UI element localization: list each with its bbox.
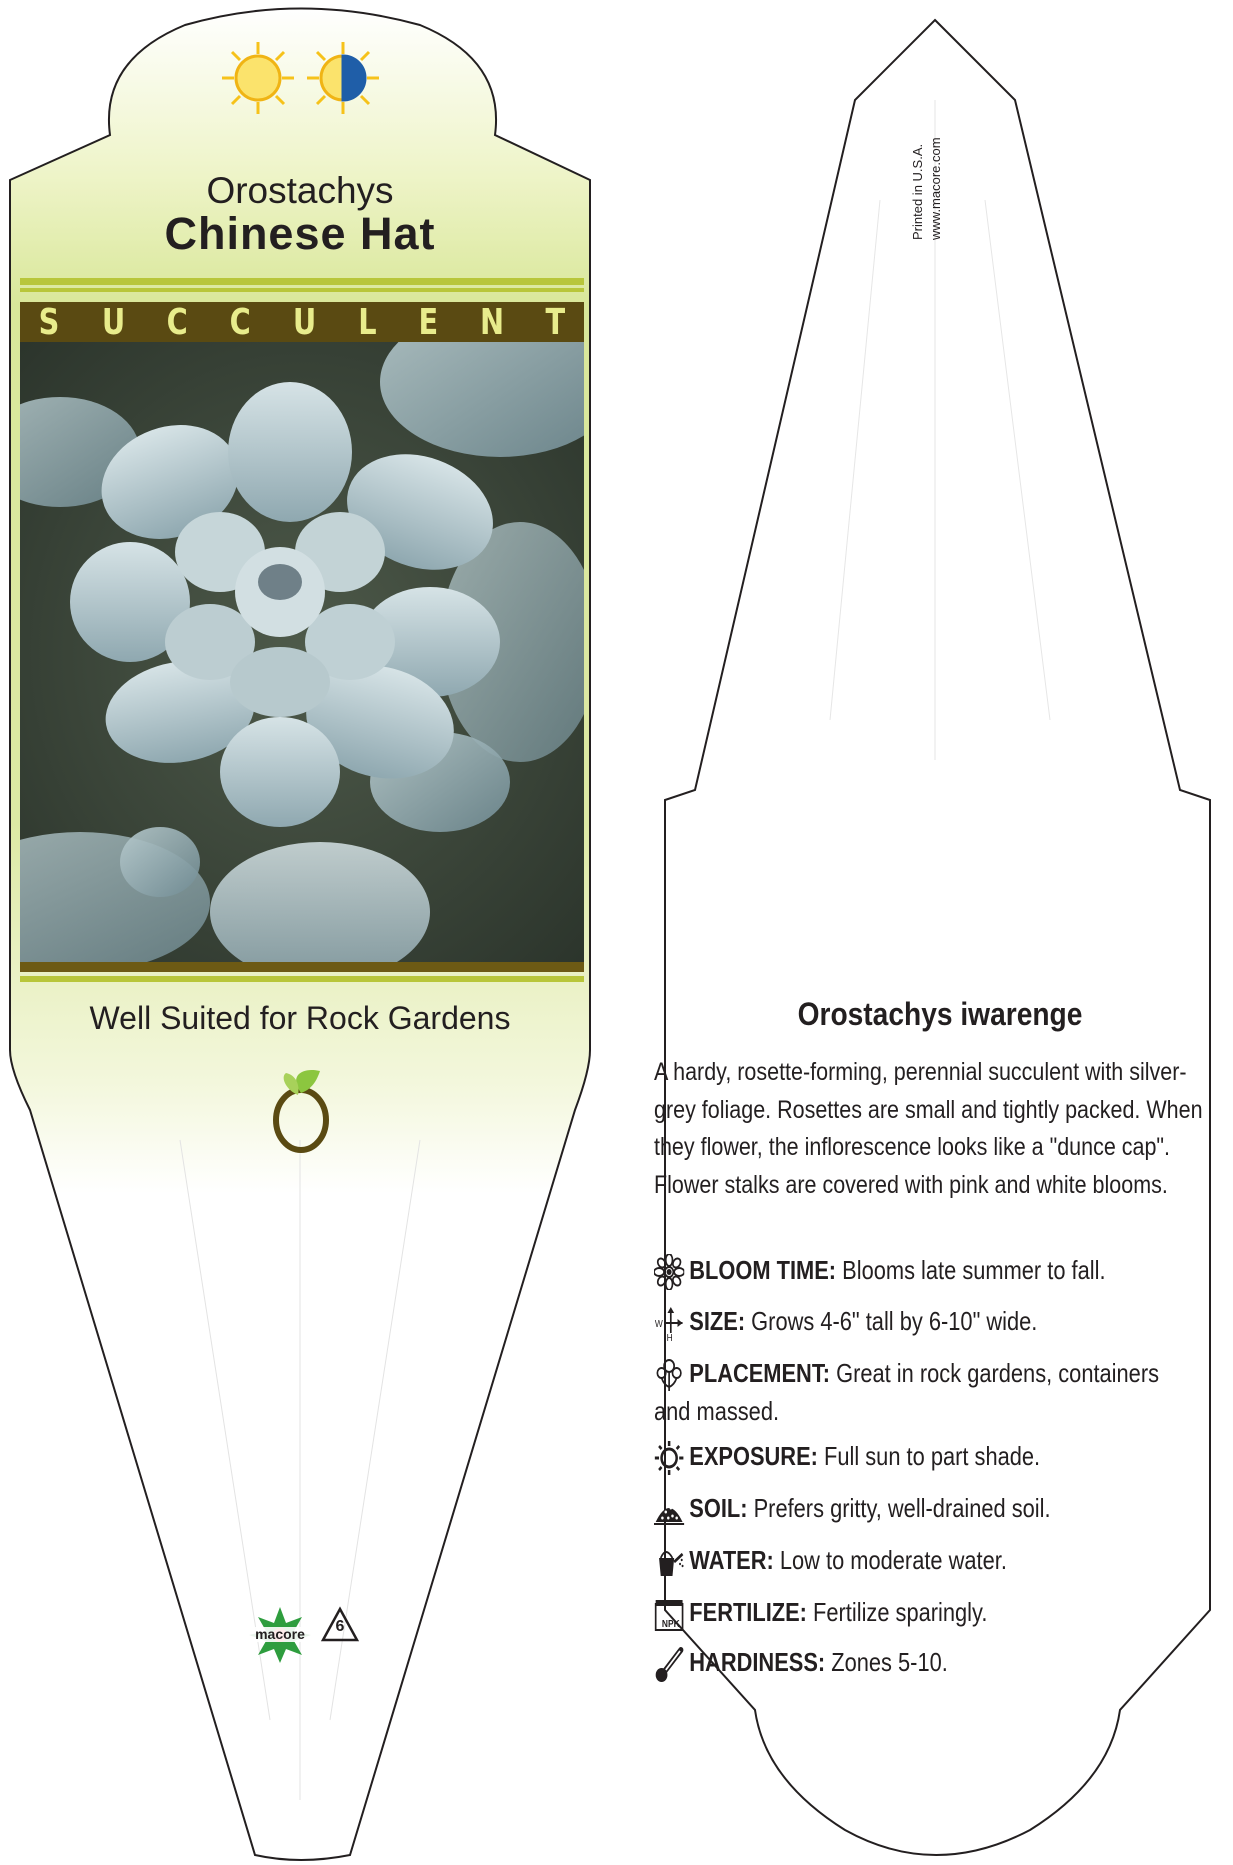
attr-label: BLOOM TIME: [689,1255,837,1285]
attr-label: SOIL: [689,1493,748,1523]
scientific-name: Orostachys iwarenge [797,996,1083,1032]
soil-pile-icon [654,1492,684,1528]
attr-size [654,1303,1037,1343]
recycle-icon [320,1606,360,1644]
common-name: Chinese Hat [164,208,436,259]
category-letter: C [166,301,189,343]
category-letter: T [545,301,566,343]
attr-value: Grows 4-6" tall by 6-10" wide. [751,1306,1038,1336]
placement-plant-icon [654,1357,684,1393]
plant-photo [20,342,584,962]
category-letter: C [229,301,252,343]
category-band [20,302,584,342]
attr-value: Full sun to part shade. [824,1441,1041,1471]
npk-label: NPK [661,1619,680,1630]
attr-label: WATER: [689,1545,774,1575]
website: www.macore.com [928,137,943,240]
category-letter: U [293,301,317,343]
attr-hardiness [654,1644,948,1684]
attr-bloom-time [654,1252,1106,1292]
printed-in: Printed in U.S.A. [910,143,925,240]
attr-soil [654,1490,1051,1530]
attr-value: Fertilize sparingly. [813,1597,988,1627]
attr-label: SIZE: [689,1306,746,1336]
attr-value: Great in rock gardens, containers [836,1358,1160,1388]
part-sun-icon [305,40,381,116]
category-letter: L [358,301,377,343]
attr-value: Blooms late summer to fall. [842,1255,1106,1285]
plant-description: A hardy, rosette-forming, perennial succulent with silver-grey foliage. Rosettes are small and tightly packed. When they flower, the inflorescence looks like a "dunce cap". Flower stalks are covered with pink and white blooms. [654,1058,1203,1199]
tagline: Well Suited for Rock Gardens [89,1000,511,1036]
sun-outline-icon [654,1440,684,1476]
logo-text: macore [255,1626,305,1642]
attr-label: EXPOSURE: [689,1441,818,1471]
category-letter: S [38,301,60,343]
attr-fertilize [654,1594,987,1634]
svg-text:H: H [666,1332,673,1342]
thermometer-icon [654,1646,684,1682]
attr-value-continued: and massed. [654,1396,780,1427]
flower-icon [654,1254,684,1290]
attr-label: HARDINESS: [689,1647,826,1677]
size-arrows-icon [654,1305,684,1341]
full-sun-icon [220,40,296,116]
sprout-emblem-icon [268,1065,338,1155]
svg-text:W: W [654,1318,663,1330]
category-letter: N [479,301,504,343]
genus-name: Orostachys [206,170,394,211]
attr-exposure [654,1438,1040,1478]
attr-label: FERTILIZE: [689,1597,807,1627]
watering-can-icon [654,1544,684,1580]
attr-value: Zones 5-10. [831,1647,948,1677]
macore-logo [245,1605,315,1665]
attr-label: PLACEMENT: [689,1358,831,1388]
attr-value: Low to moderate water. [779,1545,1007,1575]
category-letter: U [101,301,125,343]
recycle-number: 6 [335,1618,345,1635]
attr-value: Prefers gritty, well-drained soil. [753,1493,1051,1523]
attr-placement [654,1355,1159,1435]
category-letter: E [418,301,438,343]
attr-water [654,1542,1007,1582]
printed-credit [910,100,970,240]
